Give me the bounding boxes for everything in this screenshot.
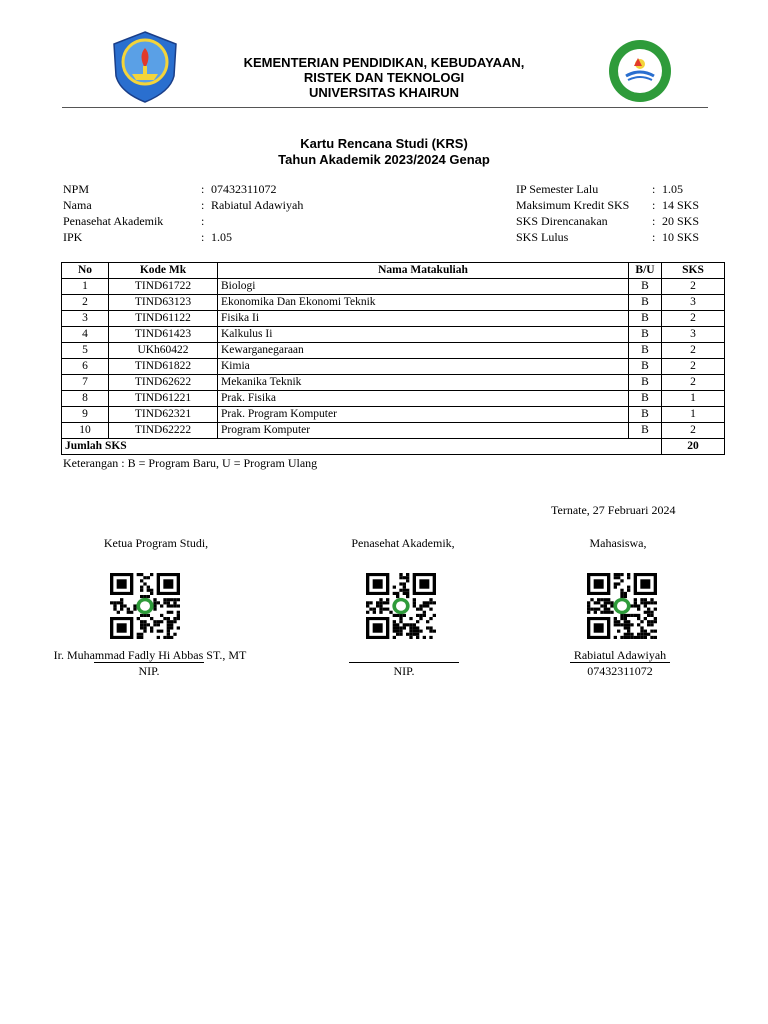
place-date: Ternate, 27 Februari 2024 — [551, 503, 676, 517]
pa-qr-code — [366, 573, 436, 639]
cell-nama: Ekonomika Dan Ekonomi Teknik — [218, 295, 629, 311]
info-row-ipk: IPK : 1.05 — [63, 230, 232, 244]
cell-bu: B — [629, 407, 662, 423]
total-label: Jumlah SKS — [62, 439, 662, 455]
cell-sks: 2 — [662, 423, 725, 439]
info-row-penasehat: Penasehat Akademik : — [63, 214, 205, 228]
cell-kode: TIND61722 — [109, 279, 218, 295]
header-line-1: KEMENTERIAN PENDIDIKAN, KEBUDAYAAN, — [243, 55, 525, 70]
cell-no: 4 — [62, 327, 109, 343]
student-info-right — [516, 181, 699, 245]
info-row-max-sks: Maksimum Kredit SKS : 14 SKS — [516, 198, 700, 212]
header-line-2: RISTEK DAN TEKNOLOGI — [303, 70, 465, 85]
cell-sks: 2 — [662, 343, 725, 359]
cell-kode: TIND62622 — [109, 375, 218, 391]
cell-sks: 1 — [662, 407, 725, 423]
cell-no: 3 — [62, 311, 109, 327]
mhs-name: Rabiatul Adawiyah — [573, 648, 667, 662]
cell-nama: Kewarganegaraan — [218, 343, 629, 359]
cell-bu: B — [629, 279, 662, 295]
col-header-kode: Kode Mk — [109, 263, 218, 279]
cell-nama: Prak. Fisika — [218, 391, 629, 407]
cell-no: 2 — [62, 295, 109, 311]
course-table — [61, 262, 725, 455]
total-value: 20 — [662, 439, 725, 455]
col-header-nama: Nama Matakuliah — [218, 263, 629, 279]
info-row-sks-direncanakan: SKS Direncanakan : 20 SKS — [516, 214, 700, 228]
table-header-row — [62, 263, 725, 279]
cell-no: 8 — [62, 391, 109, 407]
cell-kode: TIND61822 — [109, 359, 218, 375]
cell-nama: Kimia — [218, 359, 629, 375]
mhs-sign-line — [570, 662, 670, 663]
cell-bu: B — [629, 359, 662, 375]
cell-kode: TIND62321 — [109, 407, 218, 423]
cell-no: 5 — [62, 343, 109, 359]
table-row — [62, 359, 725, 375]
cell-kode: TIND62222 — [109, 423, 218, 439]
header-line-3: UNIVERSITAS KHAIRUN — [309, 85, 459, 100]
cell-kode: TIND61122 — [109, 311, 218, 327]
cell-sks: 2 — [662, 375, 725, 391]
kaprodi-nip: NIP. — [138, 664, 160, 678]
cell-sks: 3 — [662, 327, 725, 343]
table-row — [62, 375, 725, 391]
universitas-khairun-logo — [604, 38, 676, 104]
cell-kode: TIND61423 — [109, 327, 218, 343]
info-row-sks-lulus: SKS Lulus : 10 SKS — [516, 230, 700, 244]
document-title: Kartu Rencana Studi (KRS) — [300, 136, 468, 151]
cell-no: 6 — [62, 359, 109, 375]
cell-nama: Mekanika Teknik — [218, 375, 629, 391]
table-row — [62, 423, 725, 439]
table-row — [62, 279, 725, 295]
table-row — [62, 311, 725, 327]
cell-sks: 2 — [662, 279, 725, 295]
kaprodi-name: Ir. Muhammad Fadly Hi Abbas ST., MT — [53, 648, 247, 662]
cell-no: 10 — [62, 423, 109, 439]
col-header-bu: B/U — [629, 263, 662, 279]
cell-no: 9 — [62, 407, 109, 423]
cell-bu: B — [629, 375, 662, 391]
mhs-npm: 07432311072 — [587, 664, 653, 678]
cell-no: 7 — [62, 375, 109, 391]
mhs-role: Mahasiswa, — [589, 536, 647, 550]
table-row — [62, 343, 725, 359]
cell-no: 1 — [62, 279, 109, 295]
cell-kode: TIND61221 — [109, 391, 218, 407]
table-row — [62, 391, 725, 407]
cell-bu: B — [629, 327, 662, 343]
pa-role: Penasehat Akademik, — [351, 536, 455, 550]
table-row — [62, 407, 725, 423]
col-header-no: No — [62, 263, 109, 279]
cell-nama: Fisika Ii — [218, 311, 629, 327]
cell-bu: B — [629, 391, 662, 407]
cell-bu: B — [629, 295, 662, 311]
table-row — [62, 327, 725, 343]
cell-nama: Program Komputer — [218, 423, 629, 439]
table-row — [62, 295, 725, 311]
kaprodi-role: Ketua Program Studi, — [103, 536, 209, 550]
pa-nip: NIP. — [393, 664, 415, 678]
cell-nama: Biologi — [218, 279, 629, 295]
cell-kode: TIND63123 — [109, 295, 218, 311]
cell-sks: 1 — [662, 391, 725, 407]
header-divider — [62, 107, 708, 108]
cell-sks: 2 — [662, 359, 725, 375]
cell-nama: Kalkulus Ii — [218, 327, 629, 343]
col-header-sks: SKS — [662, 263, 725, 279]
cell-bu: B — [629, 423, 662, 439]
legend-note: Keterangan : B = Program Baru, U = Program Ulang — [63, 456, 318, 470]
academic-year: Tahun Akademik 2023/2024 Genap — [278, 152, 490, 167]
cell-sks: 2 — [662, 311, 725, 327]
pa-sign-line — [349, 662, 459, 663]
cell-kode: UKh60422 — [109, 343, 218, 359]
info-row-ip-semester: IP Semester Lalu : 1.05 — [516, 182, 683, 196]
table-total-row — [62, 439, 725, 455]
cell-nama: Prak. Program Komputer — [218, 407, 629, 423]
kaprodi-sign-line — [94, 662, 204, 663]
info-row-npm: NPM : 07432311072 — [63, 182, 277, 196]
kaprodi-qr-code — [110, 573, 180, 639]
info-row-nama: Nama : Rabiatul Adawiyah — [63, 198, 304, 212]
cell-bu: B — [629, 343, 662, 359]
cell-bu: B — [629, 311, 662, 327]
student-info-left — [63, 181, 303, 245]
cell-sks: 3 — [662, 295, 725, 311]
mhs-qr-code — [587, 573, 657, 639]
